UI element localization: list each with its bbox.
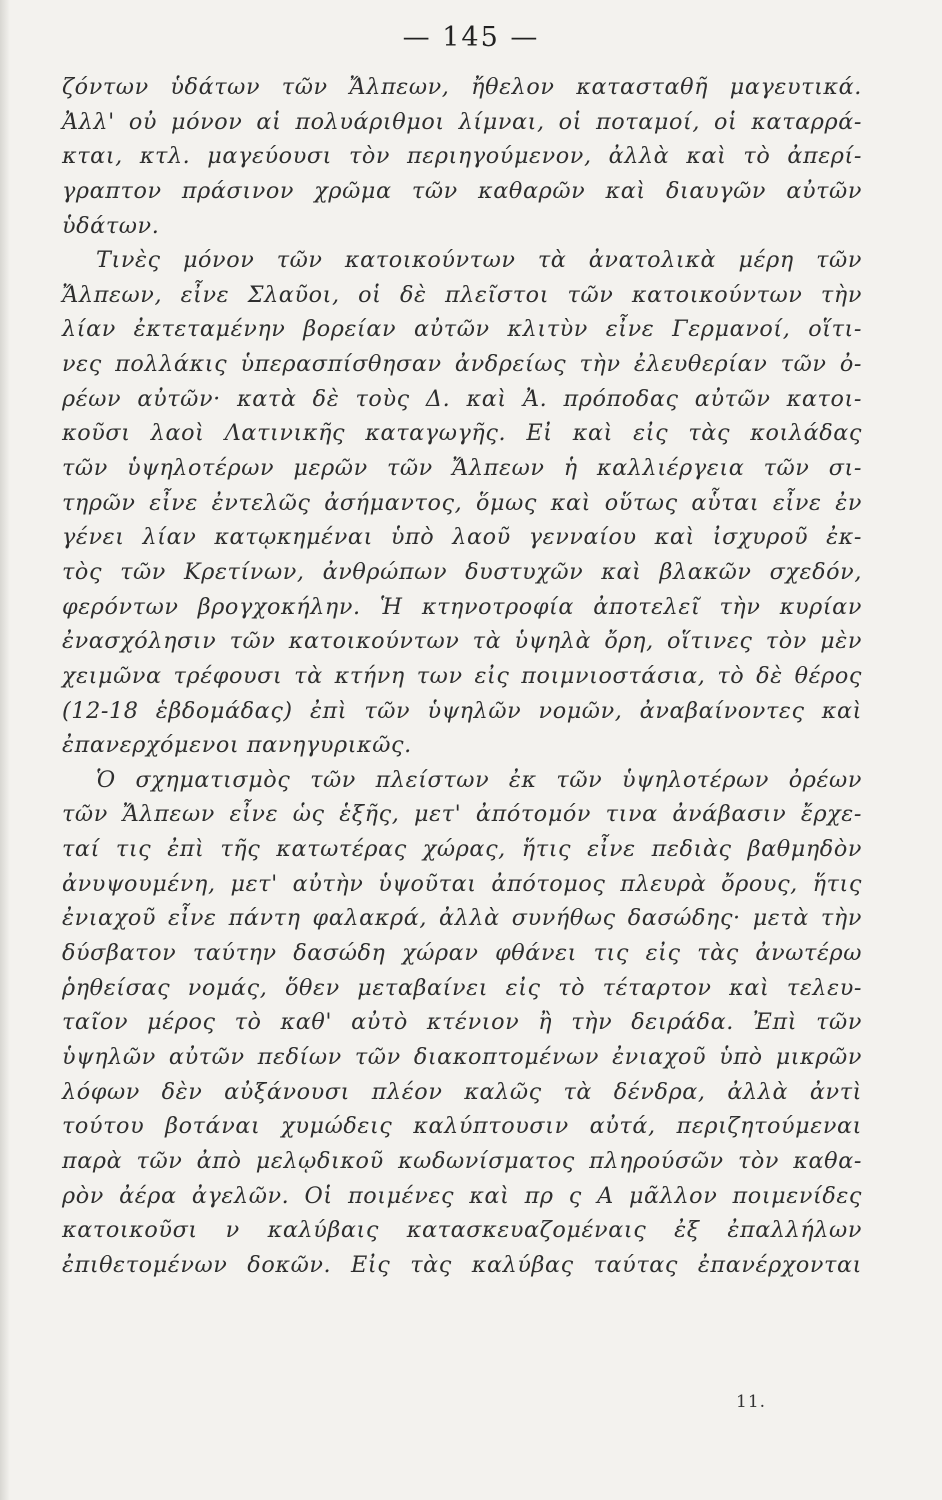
- text-line: ταῖον μέρος τὸ καθ' αὐτὸ κτένιον ἢ τὴν δειράδα. Ἐπὶ τῶν: [62, 1009, 862, 1036]
- text-line: λόφων δὲν αὐξάνουσι πλέον καλῶς τὰ δένδρα, ἀλλὰ ἀντὶ: [62, 1078, 862, 1105]
- text-line: ἐνασχόλησιν τῶν κατοικούντων τὰ ὑψηλὰ ὄρη, οἵτινες τὸν μὲν: [62, 628, 862, 655]
- text-line: (12-18 ἑβδομάδας) ἐπὶ τῶν ὑψηλῶν νομῶν, ἀναβαίνοντες καὶ: [62, 697, 862, 724]
- signature-mark: 11.: [736, 1392, 767, 1412]
- text-line: Ἀλλ' οὐ μόνον αἱ πολυάριθμοι λίμναι, οἱ ποταμοί, οἱ καταρρά-: [62, 108, 862, 135]
- text-line: ταί τις ἐπὶ τῆς κατωτέρας χώρας, ἥτις εἶνε πεδιὰς βαθμηδὸν: [62, 836, 862, 863]
- text-line: γραπτον πράσινον χρῶμα τῶν καθαρῶν καὶ διαυγῶν αὐτῶν: [62, 177, 862, 204]
- text-line: ἐνιαχοῦ εἶνε πάντη φαλακρά, ἀλλὰ συνήθως δασώδης· μετὰ τὴν: [62, 905, 862, 932]
- text-line: τῶν ὑψηλοτέρων μερῶν τῶν Ἄλπεων ἡ καλλιέργεια τῶν σι-: [62, 455, 862, 482]
- page-number-header: — 145 —: [402, 22, 540, 53]
- text-line: γένει λίαν κατῳκημέναι ὑπὸ λαοῦ γενναίου καὶ ἰσχυροῦ ἐκ-: [62, 524, 862, 551]
- text-line: τούτου βοτάναι χυμώδεις καλύπτουσιν αὐτά, περιζητούμεναι: [62, 1113, 862, 1140]
- text-line: τηρῶν εἶνε ἐντελῶς ἀσήμαντος, ὅμως καὶ οὕτως αὗται εἶνε ἐν: [62, 489, 862, 516]
- text-line: ὑδάτων.: [62, 212, 160, 239]
- text-line: χειμῶνα τρέφουσι τὰ κτήνη των εἰς ποιμνιοστάσια, τὸ δὲ θέρος: [62, 662, 862, 689]
- text-line: ῥηθείσας νομάς, ὅθεν μεταβαίνει εἰς τὸ τέταρτον καὶ τελευ-: [62, 974, 862, 1001]
- text-line: ἀνυψουμένη, μετ' αὐτὴν ὑψοῦται ἀπότομος πλευρὰ ὄρους, ἥτις: [62, 870, 862, 897]
- text-line: ὑψηλῶν αὐτῶν πεδίων τῶν διακοπτομένων ἐνιαχοῦ ὑπὸ μικρῶν: [62, 1043, 862, 1070]
- text-line: τῶν Ἄλπεων εἶνε ὡς ἑξῆς, μετ' ἀπότομόν τινα ἀνάβασιν ἔρχε-: [62, 801, 862, 828]
- text-line: Ἄλπεων, εἶνε Σλαῦοι, οἱ δὲ πλεῖστοι τῶν κατοικούντων τὴν: [62, 281, 862, 308]
- text-line: φερόντων βρογχοκήλην. Ἡ κτηνοτροφία ἀποτελεῖ τὴν κυρίαν: [62, 593, 862, 620]
- text-line: λίαν ἐκτεταμένην βορείαν αὐτῶν κλιτὺν εἶνε Γερμανοί, οἵτι-: [62, 316, 862, 343]
- text-line: κατοικοῦσι ν καλύβαις κατασκευαζομέναις ἐξ ἐπαλλήλων: [62, 1217, 862, 1244]
- text-line: νες πολλάκις ὑπερασπίσθησαν ἀνδρείως τὴν ἐλευθερίαν τῶν ὀ-: [62, 351, 862, 378]
- text-line: κοῦσι λαοὶ Λατινικῆς καταγωγῆς. Εἰ καὶ εἰς τὰς κοιλάδας: [62, 420, 862, 447]
- text-line: ρὸν ἀέρα ἀγελῶν. Οἱ ποιμένες καὶ πρ ς Α μᾶλλον ποιμενίδες: [62, 1182, 862, 1209]
- text-line: δύσβατον ταύτην δασώδη χώραν φθάνει τις εἰς τὰς ἀνωτέρω: [62, 940, 862, 967]
- body-text: [62, 70, 862, 1282]
- text-line: τὸς τῶν Κρετίνων, ἀνθρώπων δυστυχῶν καὶ βλακῶν σχεδόν,: [62, 558, 862, 585]
- text-line: ἐπιθετομένων δοκῶν. Εἰς τὰς καλύβας ταύτας ἐπανέρχονται: [62, 1251, 862, 1278]
- text-line: Τινὲς μόνον τῶν κατοικούντων τὰ ἀνατολικὰ μέρη τῶν: [96, 247, 862, 274]
- text-line: κται, κτλ. μαγεύουσι τὸν περιηγούμενον, ἀλλὰ καὶ τὸ ἀπερί-: [62, 143, 862, 170]
- text-line: παρὰ τῶν ἀπὸ μελῳδικοῦ κωδωνίσματος πληρούσῶν τὸν καθα-: [62, 1147, 862, 1174]
- text-line: ζόντων ὑδάτων τῶν Ἄλπεων, ἤθελον κατασταθῆ μαγευτικά.: [62, 74, 862, 100]
- page-edge-shadow: [0, 0, 10, 1500]
- text-line: ρέων αὐτῶν· κατὰ δὲ τοὺς Δ. καὶ Ἀ. πρόποδας αὐτῶν κατοι-: [62, 385, 862, 412]
- text-line: Ὁ σχηματισμὸς τῶν πλείστων ἐκ τῶν ὑψηλοτέρων ὀρέων: [96, 766, 862, 793]
- text-line: ἐπανερχόμενοι πανηγυρικῶς.: [62, 732, 412, 759]
